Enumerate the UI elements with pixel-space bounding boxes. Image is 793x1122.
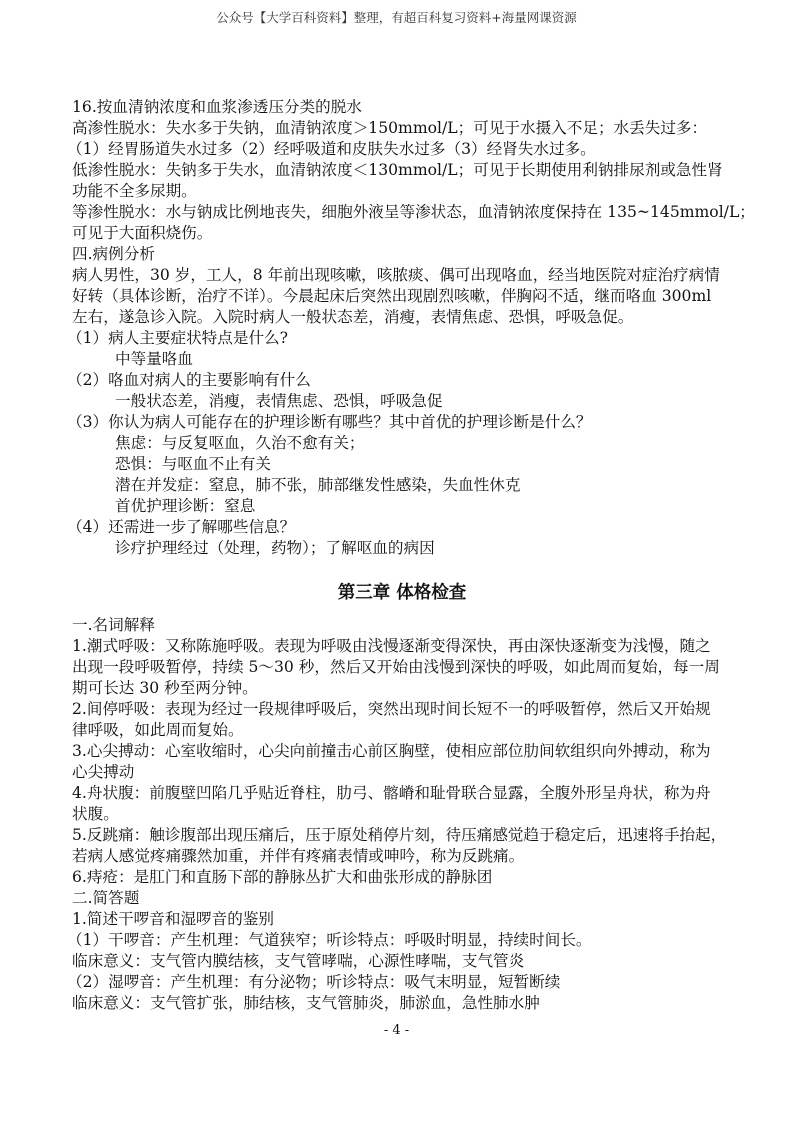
text-line: 二.简答题	[72, 889, 140, 907]
text-line: 可见于大面积烧伤。	[72, 224, 213, 242]
text-line: 4.舟状腹：前腹壁凹陷几乎贴近脊柱，肋弓、髂嵴和耻骨联合显露，全腹外形呈舟状，称为舟	[72, 784, 711, 802]
answer-line: 焦虑：与反复呕血，久治不愈有关；	[115, 434, 365, 452]
answer-line: 恐惧：与呕血不止有关	[115, 455, 271, 473]
question-line: （2）湿啰音：产生机理：有分泌物；听诊特点：吸气末明显，短暂断续	[67, 973, 561, 991]
text-line: 若病人感觉疼痛骤然加重，并伴有疼痛表情或呻吟，称为反跳痛。	[72, 847, 525, 865]
answer-line: 潜在并发症：窒息，肺不张，肺部继发性感染，失血性休克	[115, 476, 521, 494]
text-line: 等渗性脱水：水与钠成比例地丧失，细胞外液呈等渗状态，血清钠浓度保持在 135~145mmol/L；	[72, 203, 755, 221]
question-line: （1）干啰音：产生机理：气道狭窄；听诊特点：呼吸时明显，持续时间长。	[67, 931, 592, 949]
text-line: 临床意义：支气管内膜结核，支气管哮喘，心源性哮喘，支气管炎	[72, 952, 525, 970]
chapter-title: 第三章 体格检查	[337, 583, 467, 603]
text-line: 心尖搏动	[72, 763, 135, 781]
text-line: 低渗性脱水：失钠多于失水，血清钠浓度＜130mmol/L；可见于长期使用利钠排尿剂或急性肾	[72, 161, 723, 179]
page-number: - 4 -	[383, 1023, 410, 1038]
text-line: 左右，遂急诊入院。入院时病人一般状态差，消瘦，表情焦虑、恐惧，呼吸急促。	[72, 308, 634, 326]
question-line: （4）还需进一步了解哪些信息？	[67, 518, 296, 536]
text-line: 1.潮式呼吸：又称陈施呼吸。表现为呼吸由浅慢逐渐变得深快，再由深快逐渐变为浅慢，随之	[72, 637, 711, 655]
text-line: 好转（具体诊断，治疗不详）。今晨起床后突然出现剧烈咳嗽，伴胸闷不适，继而咯血 300ml	[72, 287, 712, 305]
text-line: 期可长达 30 秒至两分钟。	[72, 679, 258, 697]
section-physical-exam	[67, 615, 732, 1014]
text-line: 高渗性脱水：失水多于失钠，血清钠浓度＞150mmol/L；可见于水摄入不足；水丢失过多：	[72, 119, 708, 137]
document-body	[67, 97, 755, 1014]
section-dehydration-and-case	[67, 97, 755, 559]
answer-line: 诊疗护理经过（处理，药物）；了解呕血的病因	[115, 539, 435, 557]
text-line: 3.心尖搏动：心室收缩时，心尖向前撞击心前区胸壁，使相应部位肋间软组织向外搏动，称为	[72, 742, 711, 760]
text-line: 四.病例分析	[72, 245, 155, 263]
question-line: （1）病人主要症状特点是什么?	[67, 329, 289, 347]
page-header: 公众号【大学百科资料】整理，有超百科复习资料+海量网课资源	[216, 10, 577, 25]
answer-line: 一般状态差，消瘦，表情焦虑、恐惧，呼吸急促	[115, 392, 443, 410]
text-line: 2.间停呼吸：表现为经过一段规律呼吸后，突然出现时间长短不一的呼吸暂停，然后又开始规	[72, 700, 711, 718]
question-line: （1）经胃肠道失水过多（2）经呼吸道和皮肤失水过多（3）经肾失水过多。	[67, 140, 596, 158]
text-line: 临床意义：支气管扩张，肺结核，支气管肺炎，肺淤血，急性肺水肿	[72, 994, 540, 1012]
answer-line: 首优护理诊断：窒息	[115, 497, 256, 515]
text-line: 功能不全多尿期。	[72, 182, 197, 200]
text-line: 5.反跳痛：触诊腹部出现压痛后，压于原处稍停片刻，待压痛感觉趋于稳定后，迅速将手抬起，	[72, 826, 727, 844]
text-line: 一.名词解释	[72, 616, 155, 634]
text-line: 1.简述干啰音和湿啰音的鉴别	[72, 910, 275, 928]
text-line: 出现一段呼吸暂停，持续 5～30 秒，然后又开始由浅慢到深快的呼吸，如此周而复始，每一周	[72, 658, 720, 676]
question-line: （2）咯血对病人的主要影响有什么	[67, 371, 311, 389]
text-line: 状腹。	[72, 805, 119, 823]
answer-line: 中等量咯血	[115, 350, 193, 368]
text-line: 病人男性，30 岁，工人，8 年前出现咳嗽，咳脓痰、偶可出现咯血，经当地医院对症治疗病情	[72, 266, 720, 284]
question-line: （3）你认为病人可能存在的护理诊断有哪些？其中首优的护理诊断是什么？	[67, 413, 592, 431]
text-line: 16.按血清钠浓度和血浆渗透压分类的脱水	[72, 98, 362, 116]
text-line: 6.痔疮：是肛门和直肠下部的静脉丛扩大和曲张形成的静脉团	[72, 868, 493, 886]
text-line: 律呼吸，如此周而复始。	[72, 721, 244, 739]
